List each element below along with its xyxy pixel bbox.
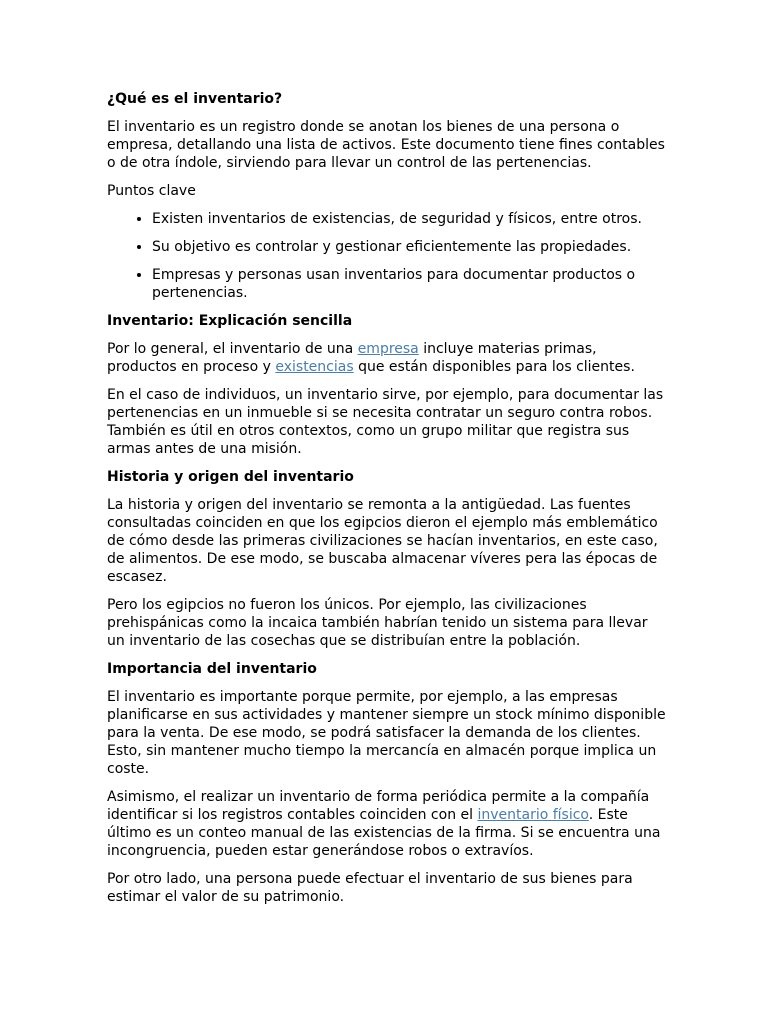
- key-points-list: [107, 210, 667, 302]
- heading-que-es-inventario: ¿Qué es el inventario?: [107, 91, 283, 107]
- heading-importancia: Importancia del inventario: [107, 661, 317, 677]
- heading-explicacion-sencilla: Inventario: Explicación sencilla: [107, 313, 353, 329]
- explanation-paragraph-1: [107, 340, 667, 376]
- text-run: Asimismo, el realizar un inventario de forma periódica permite a la compañía identificar si los registros contables coinciden con el: [107, 789, 650, 823]
- history-paragraph-2: Pero los egipcios no fueron los únicos. Por ejemplo, las civilizaciones prehispánicas como la incaica también habrían tenido un sistema para llevar un inventario de las cosechas que se distribuían entre la población.: [107, 597, 648, 649]
- link-empresa[interactable]: empresa: [357, 341, 419, 357]
- text-run: incluye materias primas, productos en proceso y: [107, 341, 597, 375]
- text-run: que están disponibles para los clientes.: [353, 359, 635, 375]
- key-point-item: • Existen inventarios de existencias, de seguridad y físicos, entre otros.: [152, 210, 667, 228]
- importance-paragraph-2: [107, 788, 667, 860]
- link-existencias[interactable]: existencias: [275, 359, 354, 375]
- link-inventario-fisico[interactable]: inventario físico: [477, 807, 589, 823]
- text-run: . Este último es un conteo manual de las existencias de la firma. Si se encuentra una incongruencia, pueden estar generándose robos o extravíos.: [107, 807, 661, 859]
- explanation-paragraph-2: En el caso de individuos, un inventario sirve, por ejemplo, para documentar las pertenencias en un inmueble si se necesita contratar un seguro contra robos. También es útil en otros contextos, como un grupo militar que registra sus armas antes de una misión.: [107, 387, 664, 457]
- key-point-item: • Empresas y personas usan inventarios para documentar productos o pertenencias.: [152, 266, 667, 302]
- history-paragraph-1: La historia y origen del inventario se remonta a la antigüedad. Las fuentes consultadas coinciden en que los egipcios dieron el ejemplo más emblemático de cómo desde las primeras civilizaciones se hacían inventarios, en este caso, de alimentos. De ese modo, se buscaba almacenar víveres pera las épocas de escasez.: [107, 497, 658, 585]
- key-points-label: Puntos clave: [107, 183, 196, 199]
- text-run: Por lo general, el inventario de una: [107, 341, 358, 357]
- document-body: [107, 90, 667, 916]
- key-point-item: • Su objetivo es controlar y gestionar eficientemente las propiedades.: [152, 238, 667, 256]
- importance-paragraph-1: El inventario es importante porque permite, por ejemplo, a las empresas planificarse en sus actividades y mantener siempre un stock mínimo disponible para la venta. De ese modo, se podrá satisfacer la demanda de los clientes. Esto, sin mantener mucho tiempo la mercancía en almacén porque implica un coste.: [107, 689, 666, 777]
- heading-historia-origen: Historia y origen del inventario: [107, 469, 354, 485]
- intro-paragraph: El inventario es un registro donde se anotan los bienes de una persona o empresa, detallando una lista de activos. Este documento tiene fines contables o de otra índole, sirviendo para llevar un control de las pertenencias.: [107, 119, 665, 171]
- importance-paragraph-3: Por otro lado, una persona puede efectuar el inventario de sus bienes para estimar el valor de su patrimonio.: [107, 871, 633, 905]
